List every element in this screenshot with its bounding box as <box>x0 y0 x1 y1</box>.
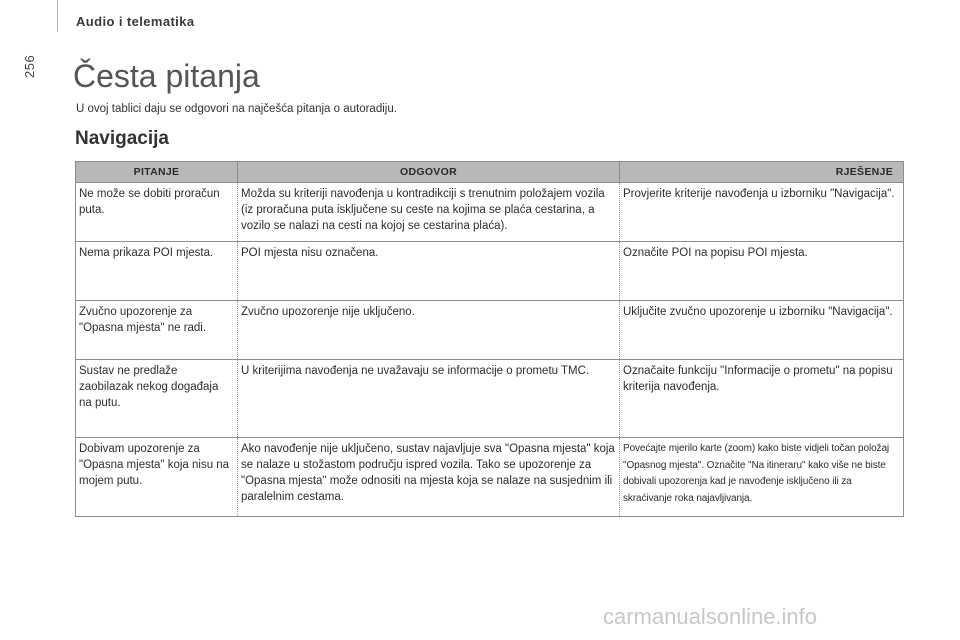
cell-answer: Zvučno upozorenje nije uključeno. <box>238 301 620 360</box>
header-question: PITANJE <box>76 162 238 183</box>
cell-question: Nema prikaza POI mjesta. <box>76 242 238 301</box>
cell-question: Ne može se dobiti proračun puta. <box>76 183 238 242</box>
cell-answer: Ako navođenje nije uključeno, sustav najavljuje sva "Opasna mjesta" koja se nalaze u stožastom području ispred vozila. Tako se upozorenje za "Opasna mjesta" može odnositi na mjesta koja se nalaze na susjednim ili paralelnim cestama. <box>238 438 620 517</box>
watermark: carmanualsonline.info <box>603 604 818 629</box>
header-answer: ODGOVOR <box>238 162 620 183</box>
cell-question: Sustav ne predlaže zaobilazak nekog događaja na putu. <box>76 360 238 438</box>
cell-answer: U kriterijima navođenja ne uvažavaju se informacije o prometu TMC. <box>238 360 620 438</box>
cell-solution: Označite POI na popisu POI mjesta. <box>620 242 904 301</box>
table-row <box>76 438 904 517</box>
table-row <box>76 360 904 438</box>
table-row <box>76 301 904 360</box>
cell-question: Dobivam upozorenje za "Opasna mjesta" koja nisu na mojem putu. <box>76 438 238 517</box>
cell-answer: Možda su kriteriji navođenja u kontradikciji s trenutnim položajem vozila (iz proračuna puta isključene su ceste na kojima se plaća cestarina, a vozilo se nalazi na cesti na kojoj se cestarina plaća). <box>238 183 620 242</box>
cell-question: Zvučno upozorenje za "Opasna mjesta" ne radi. <box>76 301 238 360</box>
cell-solution: Označaite funkciju "Informacije o prometu" na popisu kriterija navođenja. <box>620 360 904 438</box>
subheading-navigation: Navigacija <box>75 128 169 149</box>
faq-table <box>75 161 904 517</box>
section-header: Audio i telematika <box>76 14 195 29</box>
margin-rule <box>57 0 58 32</box>
table-row <box>76 242 904 301</box>
page-number: 256 <box>22 54 37 78</box>
table-row <box>76 183 904 242</box>
page-title: Česta pitanja <box>73 58 260 94</box>
cell-answer: POI mjesta nisu označena. <box>238 242 620 301</box>
intro-text: U ovoj tablici daju se odgovori na najčešća pitanja o autoradiju. <box>76 103 397 115</box>
cell-solution: Povećajte mjerilo karte (zoom) kako biste vidjeli točan položaj "Opasnog mjesta". Označite "Na itineraru" kako više ne biste dobivali upozorenja kad je navođenje isključeno ili za skraćivanje roka najavljivanja. <box>620 438 904 517</box>
table-header-row <box>76 162 904 183</box>
cell-solution: Provjerite kriterije navođenja u izborniku "Navigacija". <box>620 183 904 242</box>
header-solution: RJEŠENJE <box>620 162 904 183</box>
cell-solution: Uključite zvučno upozorenje u izborniku "Navigacija". <box>620 301 904 360</box>
